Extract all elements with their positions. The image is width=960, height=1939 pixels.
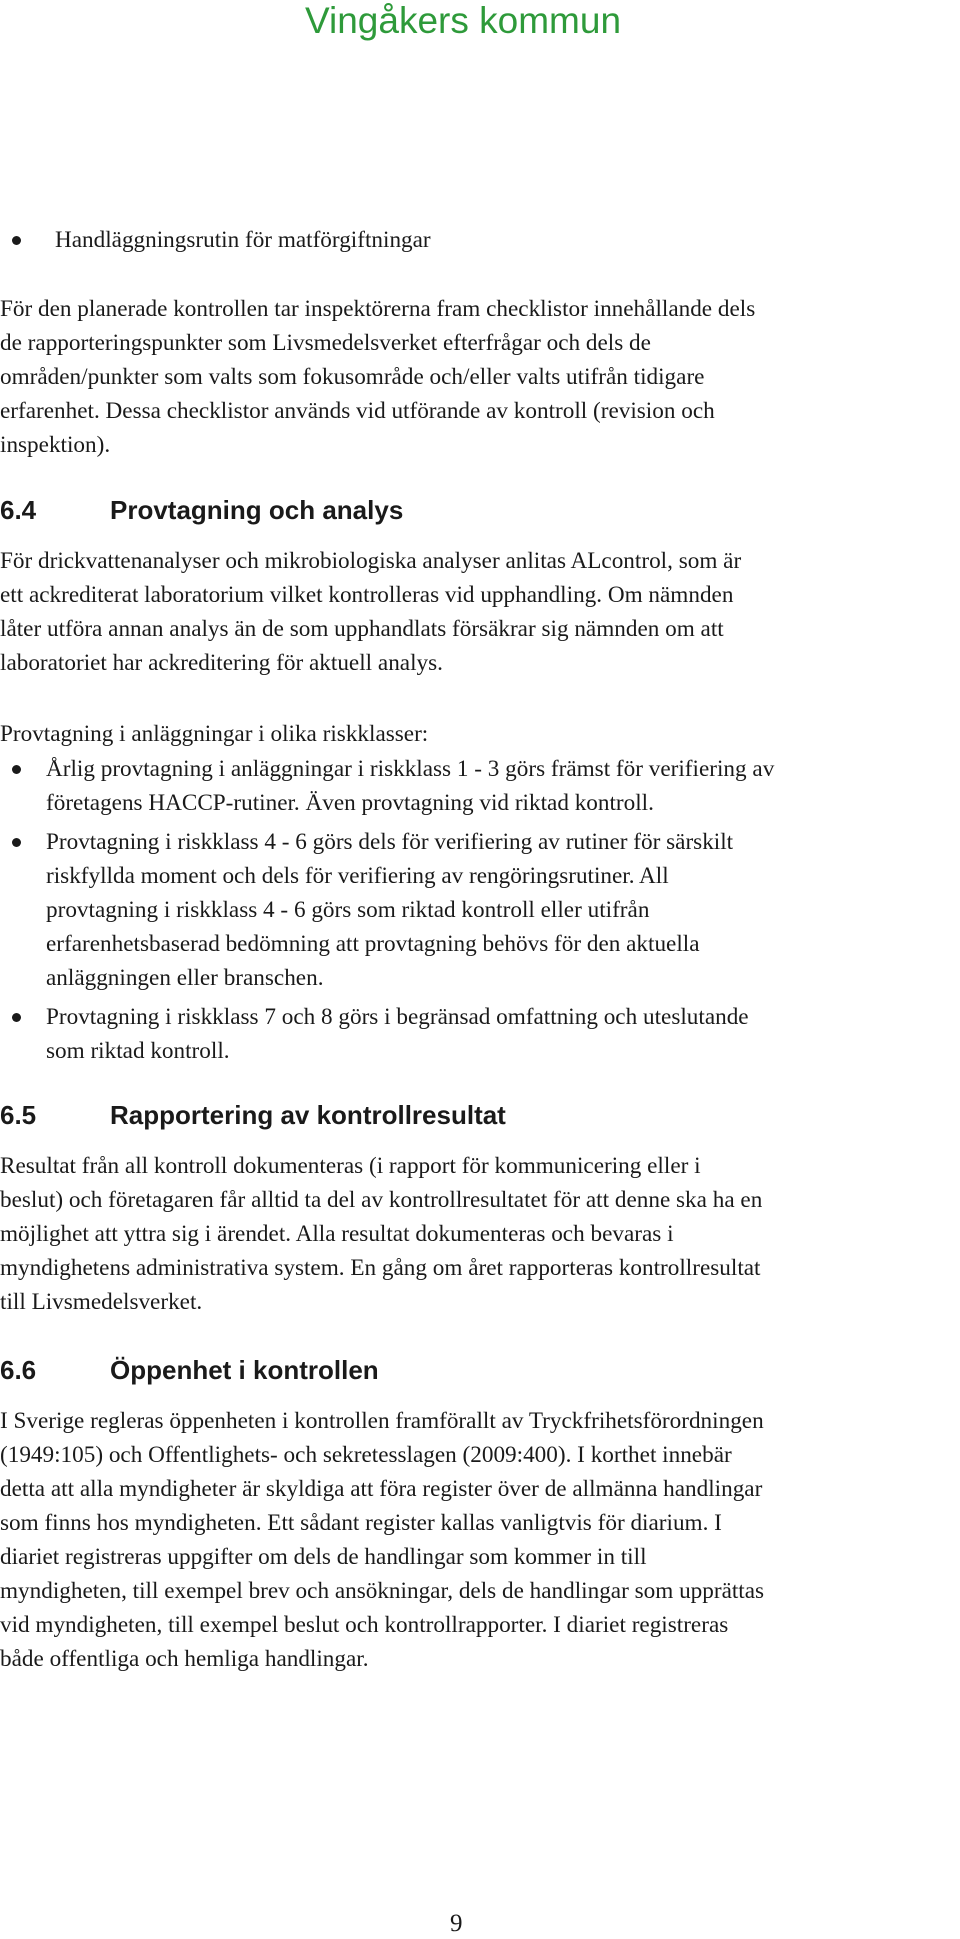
paragraph-line: diariet registreras uppgifter om dels de handlingar som kommer in till <box>0 1544 647 1570</box>
bullet-icon <box>12 1013 21 1022</box>
list-intro-text: Provtagning i anläggningar i olika riskklasser: <box>0 721 429 747</box>
paragraph-line: myndigheten, till exempel brev och ansökningar, dels de handlingar som upprättas <box>0 1578 765 1604</box>
paragraph-line: möjlighet att yttra sig i ärendet. Alla resultat dokumenteras och bevaras i <box>0 1221 674 1247</box>
intro-paragraph <box>0 292 960 462</box>
section-title: Provtagning och analys <box>110 495 404 525</box>
section-number: 6.6 <box>0 1355 37 1385</box>
section-title: Rapportering av kontrollresultat <box>110 1100 506 1130</box>
paragraph-line: Resultat från all kontroll dokumenteras (i rapport för kommunicering eller i <box>0 1153 701 1179</box>
intro-bullet-text: Handläggningsrutin för matförgiftningar <box>55 227 431 253</box>
paragraph-line: (1949:105) och Offentlighets- och sekretesslagen (2009:400). I korthet innebär <box>0 1442 732 1468</box>
paragraph-line: som finns hos myndigheten. Ett sådant register kallas vanligtvis för diarium. I <box>0 1510 722 1536</box>
paragraph-line: låter utföra annan analys än de som upphandlats försäkrar sig nämnden om att <box>0 616 724 642</box>
paragraph-line: vid myndigheten, till exempel beslut och kontrollrapporter. I diariet registreras <box>0 1612 729 1638</box>
section-number: 6.4 <box>0 495 37 525</box>
list-item-text <box>46 752 774 820</box>
paragraph-line: I Sverige regleras öppenheten i kontrollen framförallt av Tryckfrihetsförordningen <box>0 1408 764 1434</box>
paragraph-line: ett ackrediterat laboratorium vilket kontrolleras vid upphandling. Om nämnden <box>0 582 734 608</box>
paragraph-line: För drickvattenanalyser och mikrobiologiska analyser anlitas ALcontrol, som är <box>0 548 742 574</box>
list-item-line: erfarenhetsbaserad bedömning att provtagning behövs för den aktuella <box>46 931 700 957</box>
paragraph-line: både offentliga och hemliga handlingar. <box>0 1646 369 1672</box>
paragraph-line: till Livsmedelsverket. <box>0 1289 203 1315</box>
list-item-text <box>46 825 733 995</box>
list-item-line: anläggningen eller branschen. <box>46 965 324 991</box>
bullet-icon <box>12 838 21 847</box>
section-title: Öppenhet i kontrollen <box>110 1355 379 1385</box>
section-number: 6.5 <box>0 1100 37 1130</box>
list-item-line: Årlig provtagning i anläggningar i riskklass 1 - 3 görs främst för verifiering av <box>46 756 775 782</box>
document-header-org-name: Vingåkers kommun <box>305 0 622 41</box>
page-number: 9 <box>450 1910 463 1937</box>
list-item-line: som riktad kontroll. <box>46 1038 230 1064</box>
paragraph-line: detta att alla myndigheter är skyldiga att föra register över de allmänna handlingar <box>0 1476 763 1502</box>
section-6-4-list-intro <box>0 717 960 751</box>
paragraph-line: inspektion). <box>0 432 111 458</box>
bullet-icon <box>12 236 21 245</box>
section-6-4-paragraph <box>0 544 960 680</box>
paragraph-line: myndighetens administrativa system. En gång om året rapporteras kontrollresultat <box>0 1255 761 1281</box>
bullet-icon <box>12 765 21 774</box>
paragraph-line: erfarenhet. Dessa checklistor används vid utförande av kontroll (revision och <box>0 398 715 424</box>
list-item-line: riskfyllda moment och dels för verifiering av rengöringsrutiner. All <box>46 863 669 889</box>
section-6-6-paragraph <box>0 1404 960 1676</box>
paragraph-line: beslut) och företagaren får alltid ta del av kontrollresultatet för att denne ska ha en <box>0 1187 763 1213</box>
paragraph-line: För den planerade kontrollen tar inspektörerna fram checklistor innehållande dels <box>0 296 756 322</box>
list-item-line: företagens HACCP-rutiner. Även provtagning vid riktad kontroll. <box>46 790 654 816</box>
list-item-line: provtagning i riskklass 4 - 6 görs som riktad kontroll eller utifrån <box>46 897 650 923</box>
paragraph-line: områden/punkter som valts som fokusområde och/eller valts utifrån tidigare <box>0 364 705 390</box>
paragraph-line: de rapporteringspunkter som Livsmedelsverket efterfrågar och dels de <box>0 330 651 356</box>
section-6-5-paragraph <box>0 1149 960 1319</box>
list-item-text <box>46 1000 749 1068</box>
paragraph-line: laboratoriet har ackreditering för aktuell analys. <box>0 650 443 676</box>
list-item-line: Provtagning i riskklass 7 och 8 görs i begränsad omfattning och uteslutande <box>46 1004 749 1030</box>
list-item-line: Provtagning i riskklass 4 - 6 görs dels för verifiering av rutiner för särskilt <box>46 829 734 855</box>
